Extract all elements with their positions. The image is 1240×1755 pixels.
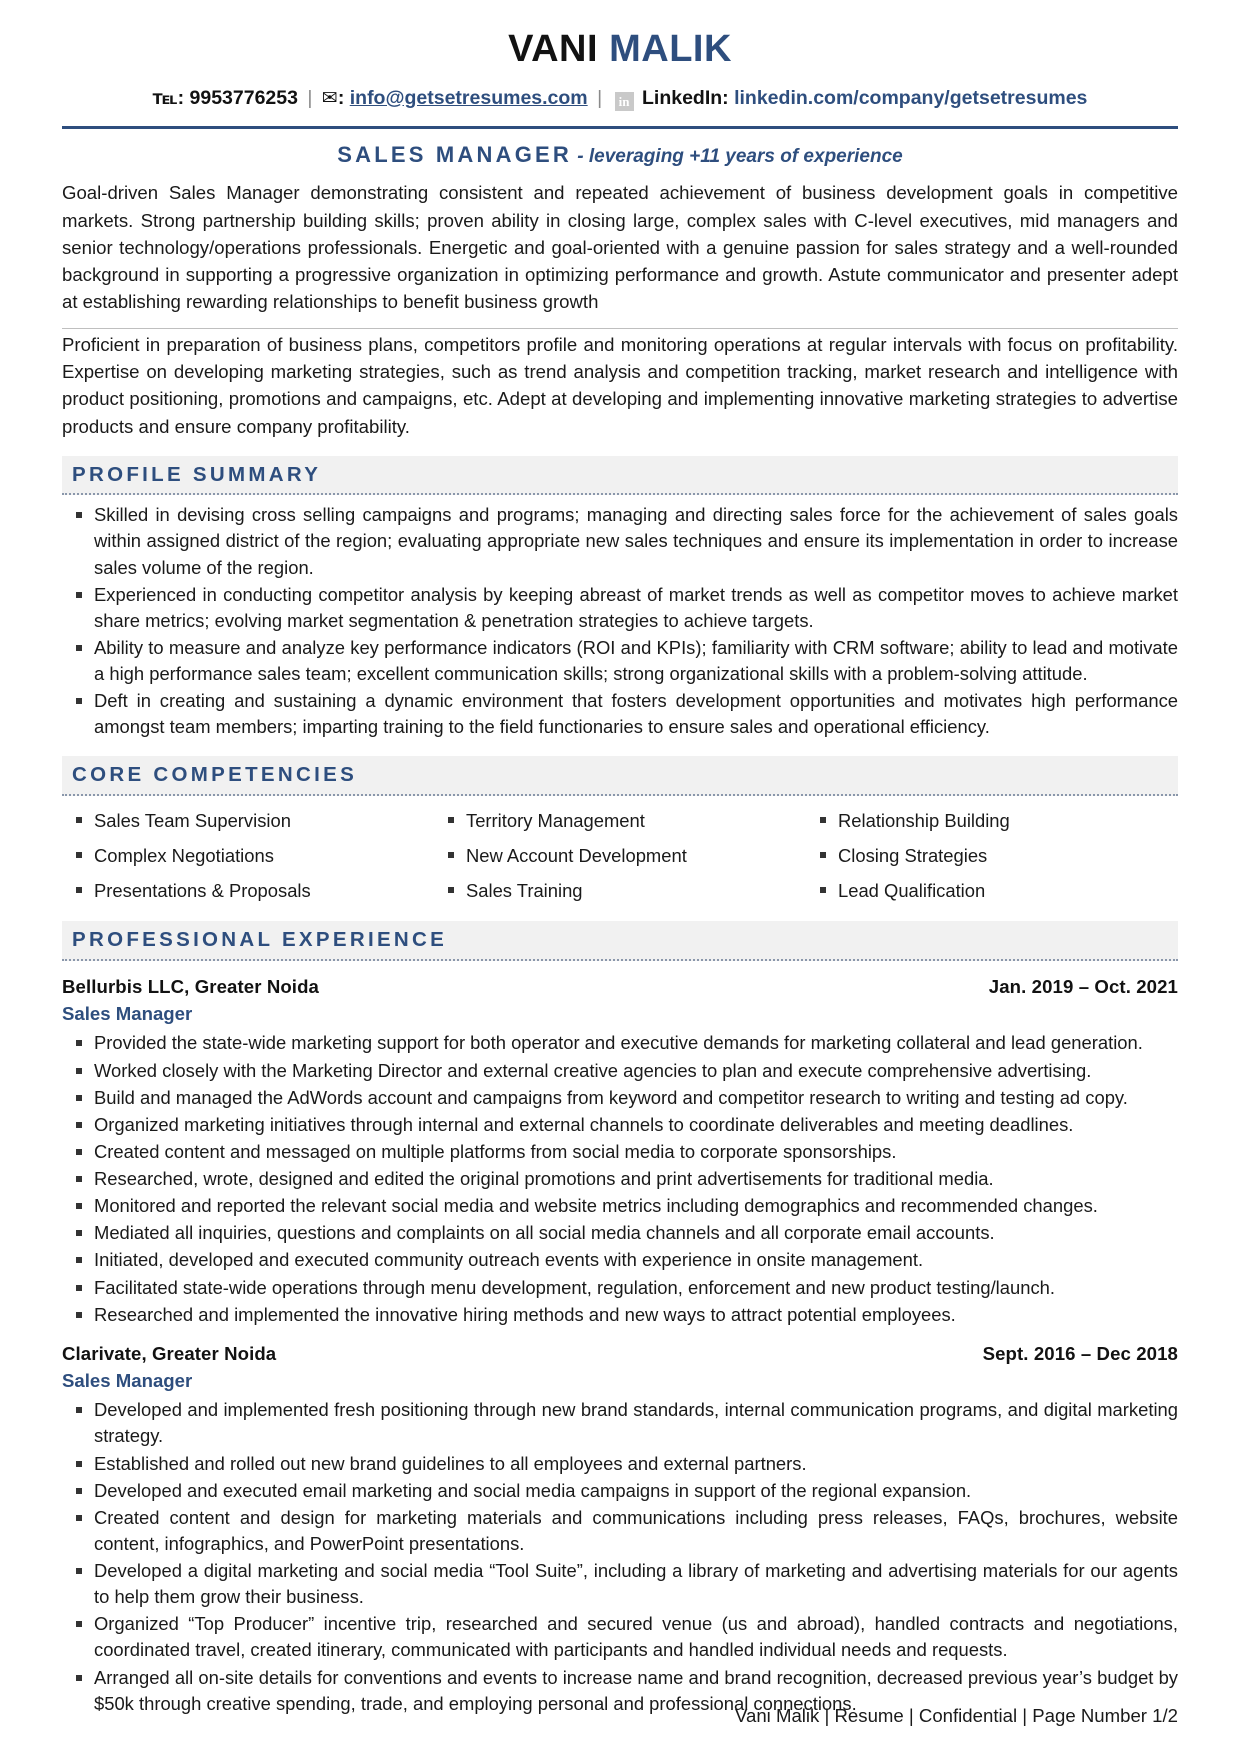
list-item: Presentations & Proposals [62,876,434,906]
list-item: Created content and messaged on multiple platforms from social media to corporate sponsorships. [62,1139,1178,1165]
section-header-profile-summary [62,456,1178,496]
profile-summary-list [62,502,1178,740]
summary-paragraph-1: Goal-driven Sales Manager demonstrating consistent and repeated achievement of business development goals in competitive markets. Strong partnership building skills; proven ability in closing large, complex sales with C-level executives, mid managers and senior technology/operations professionals. Energetic and goal-oriented with a genuine passion for sales strategy and a well-rounded background in supporting a progressive organization in optimizing performance and growth. Astute communicator and presenter adept at establishing rewarding relationships to benefit business growth [62,182,1178,313]
list-item: Complex Negotiations [62,841,434,871]
email-link[interactable]: info@getsetresumes.com [349,86,588,109]
list-item: Provided the state-wide marketing support for both operator and executive demands for marketing collateral and lead generation. [62,1030,1178,1056]
list-item: Relationship Building [806,806,1178,836]
headline-role: SALES MANAGER [337,141,572,167]
contact-line [62,86,1178,112]
phone-number: : 9953776253 [177,86,298,109]
list-item: Developed and executed email marketing and social media campaigns in support of the regional expansion. [62,1478,1178,1504]
list-item: Arranged all on-site details for conventions and events to increase name and brand recognition, decreased previous year’s budget by $50k through creative spending, trade, and employing personal and professional connections. [62,1665,1178,1717]
list-item: Monitored and reported the relevant social media and website metrics including demographics and recommended changes. [62,1193,1178,1219]
list-item: Developed and implemented fresh positioning through new brand standards, internal communication programs, and digital marketing strategy. [62,1397,1178,1449]
linkedin-label: LinkedIn: [642,86,729,109]
linkedin-icon: in [615,92,634,111]
experience-header [62,975,1178,998]
list-item: Sales Training [434,876,806,906]
list-item: Ability to measure and analyze key performance indicators (ROI and KPIs); familiarity with CRM software; ability to lead and motivate a high performance sales team; excellent communication skills; strong organizational skills with a problem-solving attitude. [62,635,1178,687]
list-item: Build and managed the AdWords account and campaigns from keyword and competitor research to writing and testing ad copy. [62,1085,1178,1111]
list-item: Organized “Top Producer” incentive trip, researched and secured venue (us and abroad), handled contracts and negotiations, coordinated travel, created itinerary, communicated with participants and handled individual needs and requests. [62,1611,1178,1663]
section-header-core-competencies [62,756,1178,796]
section-title: CORE COMPETENCIES [72,763,358,787]
experience-bullets [62,1030,1178,1327]
section-title: PROFESSIONAL EXPERIENCE [72,928,448,952]
list-item: Lead Qualification [806,876,1178,906]
envelope-icon: ✉ [321,87,338,109]
core-competencies-grid [62,806,1178,905]
list-item: Skilled in devising cross selling campaigns and programs; managing and directing sales force for the achievement of sales goals within assigned district of the region; evaluating appropriate new sales techniques and ensure its implementation in order to increase sales volume of the region. [62,502,1178,580]
linkedin-url[interactable]: linkedin.com/company/getsetresumes [734,86,1088,109]
list-item: Experienced in conducting competitor analysis by keeping abreast of market trends as well as competitor moves to achieve market share metrics; evolving market segmentation & penetration strategies to achieve targets. [62,582,1178,634]
list-item: Initiated, developed and executed community outreach events with experience in onsite management. [62,1247,1178,1273]
list-item: Organized marketing initiatives through internal and external channels to coordinate deliverables and meeting deadlines. [62,1112,1178,1138]
job-title: Sales Manager [62,1003,193,1025]
job-title: Sales Manager [62,1370,193,1392]
list-item: New Account Development [434,841,806,871]
employment-dates: Sept. 2016 – Dec 2018 [982,1342,1178,1364]
list-item: Researched, wrote, designed and edited the original promotions and print advertisements for traditional media. [62,1166,1178,1192]
page-footer: Vani Malik | Resume | Confidential | Page Number 1/2 [734,1705,1178,1726]
phone-icon: ℡ [152,86,178,109]
candidate-name [62,30,1178,70]
contact-separator-1: | [307,86,313,109]
list-item: Territory Management [434,806,806,836]
email-prefix: : [337,86,345,109]
section-header-professional-experience [62,921,1178,961]
experience-entry [62,975,1178,1328]
list-item: Worked closely with the Marketing Director and external creative agencies to plan and execute comprehensive advertising. [62,1058,1178,1084]
list-item: Deft in creating and sustaining a dynamic environment that fosters development opportunities and motivates high performance amongst team members; imparting training to the field functionaries to ensure sales and operational efficiency. [62,688,1178,740]
headline-tagline: - leveraging +11 years of experience [571,145,903,167]
summary-paragraph-2: Proficient in preparation of business plans, competitors profile and monitoring operations at regular intervals with focus on profitability. Expertise on developing marketing strategies, such as trend analysis and competition tracking, market research and intelligence with product positioning, promotions and campaigns, etc. Adept at developing and implementing innovative marketing strategies to advertise products and ensure company profitability. [62,328,1178,440]
employer-name: Clarivate, Greater Noida [62,1342,277,1364]
list-item: Sales Team Supervision [62,806,434,836]
experience-header [62,1342,1178,1365]
candidate-last-name: MALIK [609,28,732,70]
experience-entry [62,1342,1178,1717]
list-item: Created content and design for marketing materials and communications including press releases, FAQs, brochures, website content, infographics, and PowerPoint presentations. [62,1505,1178,1557]
list-item: Facilitated state-wide operations through menu development, regulation, enforcement and new product testing/launch. [62,1275,1178,1301]
list-item: Researched and implemented the innovative hiring methods and new ways to attract potential employees. [62,1302,1178,1328]
candidate-first-name: VANI [508,28,599,70]
list-item: Established and rolled out new brand guidelines to all employees and external partners. [62,1451,1178,1477]
header-divider [62,126,1178,129]
list-item: Developed a digital marketing and social media “Tool Suite”, including a library of marketing and advertising materials for our agents to help them grow their business. [62,1558,1178,1610]
experience-bullets [62,1397,1178,1717]
employment-dates: Jan. 2019 – Oct. 2021 [988,975,1178,997]
section-title: PROFILE SUMMARY [72,462,322,486]
employer-name: Bellurbis LLC, Greater Noida [62,975,319,997]
headline [62,143,1178,168]
contact-separator-2: | [597,86,603,109]
list-item: Closing Strategies [806,841,1178,871]
list-item: Mediated all inquiries, questions and complaints on all social media channels and all corporate email accounts. [62,1220,1178,1246]
